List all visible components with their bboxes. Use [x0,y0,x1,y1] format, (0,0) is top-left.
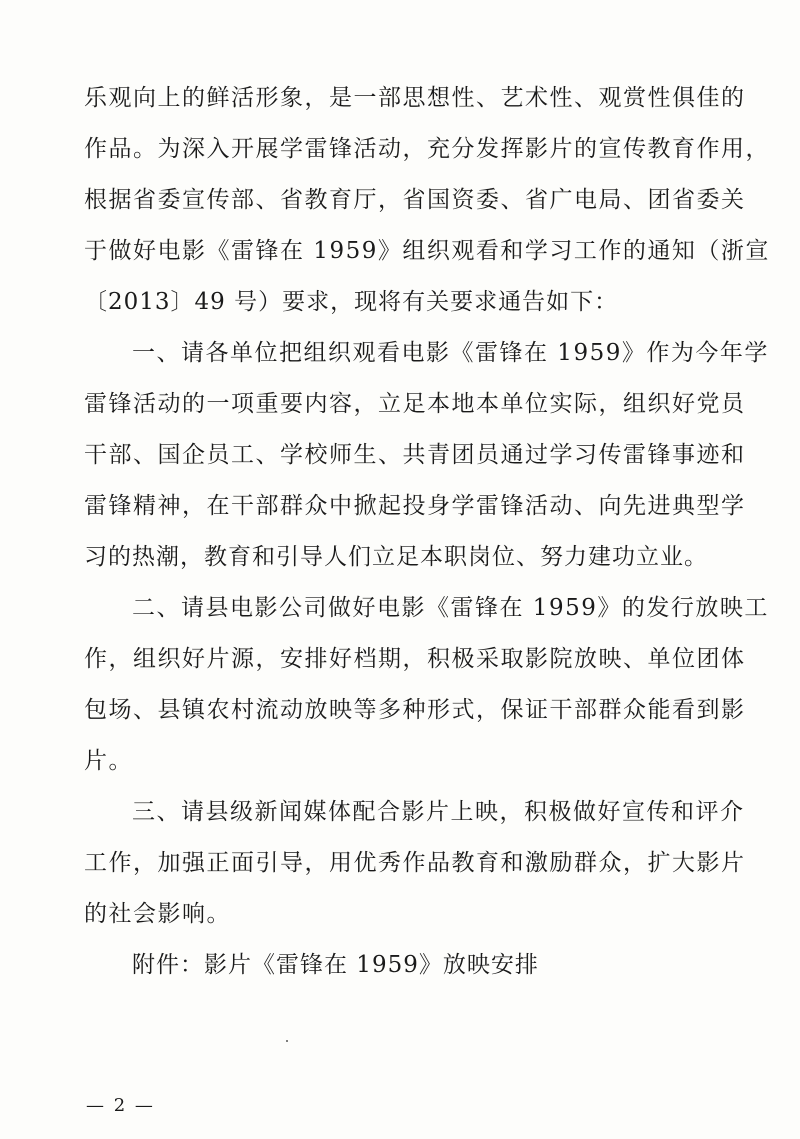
body-line: 习的热潮，教育和引导人们立足本职岗位、努力建功立业。 [84,544,708,570]
body-line: 雷锋精神，在干部群众中掀起投身学雷锋活动、向先进典型学 [84,493,746,519]
body-line: 作品。为深入开展学雷锋活动，充分发挥影片的宣传教育作用， [84,136,770,162]
body-line: 〔2013〕49 号）要求，现将有关要求通告如下： [84,289,619,315]
body-line: 作，组织好片源，安排好档期，积极采取影院放映、单位团体 [84,646,746,672]
body-line: 片。 [84,748,133,774]
body-line: 工作，加强正面引导，用优秀作品教育和激励群众，扩大影片 [84,850,746,876]
body-line: 包场、县镇农村流动放映等多种形式，保证干部群众能看到影 [84,697,746,723]
body-line: 雷锋活动的一项重要内容，立足本地本单位实际，组织好党员 [84,391,746,417]
page-number: — 2 — [86,1095,155,1116]
body-line: 的社会影响。 [84,901,231,927]
body-line: 于做好电影《雷锋在 1959》组织观看和学习工作的通知（浙宣 [84,238,770,264]
body-line: 乐观向上的鲜活形象，是一部思想性、艺术性、观赏性俱佳的 [84,85,746,111]
body-line: 干部、国企员工、学校师生、共青团员通过学习传雷锋事迹和 [84,442,746,468]
paragraph-three-start: 三、请县级新闻媒体配合影片上映，积极做好宣传和评介 [132,799,745,825]
scan-speck [286,1040,288,1042]
attachment-note: 附件：影片《雷锋在 1959》放映安排 [132,952,539,978]
paragraph-two-start: 二、请县电影公司做好电影《雷锋在 1959》的发行放映工 [132,595,769,621]
body-line: 根据省委宣传部、省教育厅，省国资委、省广电局、团省委关 [84,187,746,213]
paragraph-one-start: 一、请各单位把组织观看电影《雷锋在 1959》作为今年学 [132,340,769,366]
